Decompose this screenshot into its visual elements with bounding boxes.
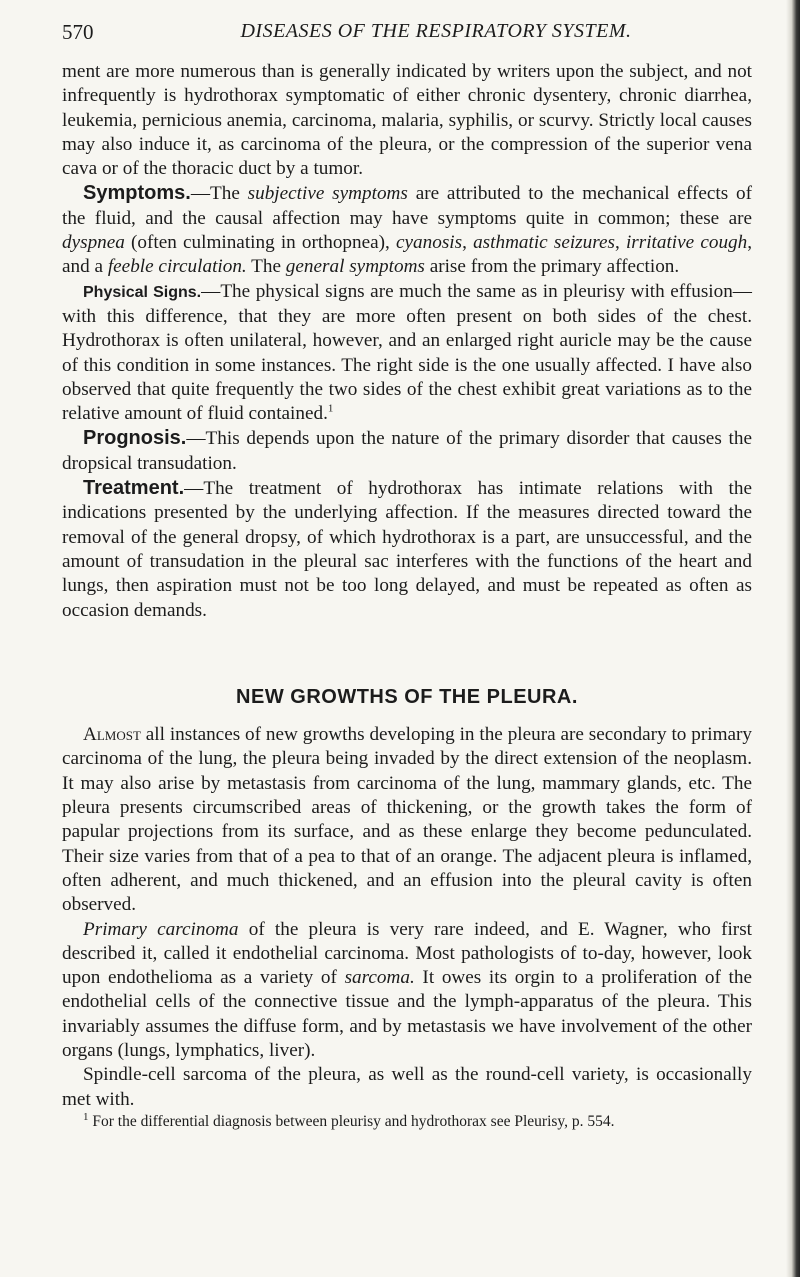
page-number: 570 <box>62 20 94 44</box>
symptoms-heading: Symptoms. <box>83 182 191 205</box>
page-body <box>62 60 752 1132</box>
primary-carcinoma-paragraph: Primary carcinoma of the pleura is very rare indeed, and E. Wagner, who first described it, called it endothelial carcinoma. Most pathologists of to-day, however, look upon endothelioma as a variety of sarcoma. It owes its orgin to a proliferation of the endothelial cells of the connective tissue and the lymph-apparatus of the pleura. This invariably assumes the diffuse form, and by metastasis we have involvement of the other organs (lungs, lymphatics, liver). <box>62 918 752 1061</box>
running-head <box>62 16 752 50</box>
new-growths-paragraph: Almost all instances of new growths developing in the pleura are secondary to primary carcinoma of the lung, the pleura being invaded by the direct extension of the neoplasm. It may also arise by metastasis from carcinoma of the lung, mammary glands, etc. The pleura presents circumscribed areas of thickening, or the growth takes the form of papular projections from its surface, and as these enlarge they become pedunculated. Their size varies from that of a pea to that of an orange. The adjacent pleura is inflamed, often adherent, and much thickened, and an effusion into the pleural cavity is often observed. <box>62 724 752 916</box>
physical-signs-heading: Physical Signs. <box>83 283 202 301</box>
physical-signs-paragraph: Physical Signs.—The physical signs are much the same as in pleurisy with effusion—with this difference, that they are more often present on both sides of the chest. Hydrothorax is often unilateral, however, and an enlarged right auricle may be the cause of this condition in some instances. The right side is the one usually affected. I have also observed that quite frequently the two sides of the chest exhibit great variations as to the relative amount of fluid contained.$^1$ <box>62 280 752 425</box>
footnote-reference: 1 <box>327 402 334 415</box>
section-title: NEW GROWTHS OF THE PLEURA. <box>236 685 578 708</box>
section-spacer <box>62 623 752 685</box>
footnote-text: For the differential diagnosis between pleurisy and hydrothorax see Pleurisy, p. 554. <box>88 1112 615 1130</box>
prognosis-heading: Prognosis. <box>83 427 187 450</box>
running-title: DISEASES OF THE RESPIRATORY SYSTEM. <box>240 20 632 42</box>
page-edge-shadow <box>786 0 800 1277</box>
footnote-mark: 1 <box>83 1110 89 1123</box>
lead-word: Almost <box>83 724 141 746</box>
treatment-heading: Treatment. <box>83 477 185 500</box>
prognosis-paragraph: Prognosis.—This depends upon the nature of the primary disorder that causes the dropsical transudation. <box>62 427 752 474</box>
symptoms-paragraph: Symptoms.—The subjective symptoms are attributed to the mechanical effects of the fluid, and the causal affection may have symptoms quite in common; these are dyspnea (often culminating in orthopnea), cyanosis, asthmatic seizures, irritative cough, and a feeble circulation. The general symptoms arise from the primary affection. <box>62 182 753 278</box>
intro-paragraph: ment are more numerous than is generally indicated by writers upon the subject, and not infrequently is hydrothorax symptomatic of either chronic dysentery, chronic diarrhea, leukemia, pernicious anemia, carcinoma, malaria, syphilis, or scurvy. Strictly local causes may also induce it, as carcinoma of the pleura, or the compression of the superior vena cava or of the thoracic duct by a tumor. <box>62 61 752 180</box>
treatment-paragraph: Treatment.—The treatment of hydrothorax has intimate relations with the indications presented by the underlying affection. If the measures directed toward the removal of the general dropsy, of which hydrothorax is a part, are unsuccessful, and the amount of transudation in the pleural sac interferes with the functions of the heart and lungs, then aspiration must not be too long delayed, and must be repeated as often as occasion demands. <box>62 477 752 621</box>
spindle-cell-paragraph: Spindle-cell sarcoma of the pleura, as well as the round-cell variety, is occasionally met with. <box>62 1064 752 1110</box>
footnote <box>62 1112 752 1132</box>
